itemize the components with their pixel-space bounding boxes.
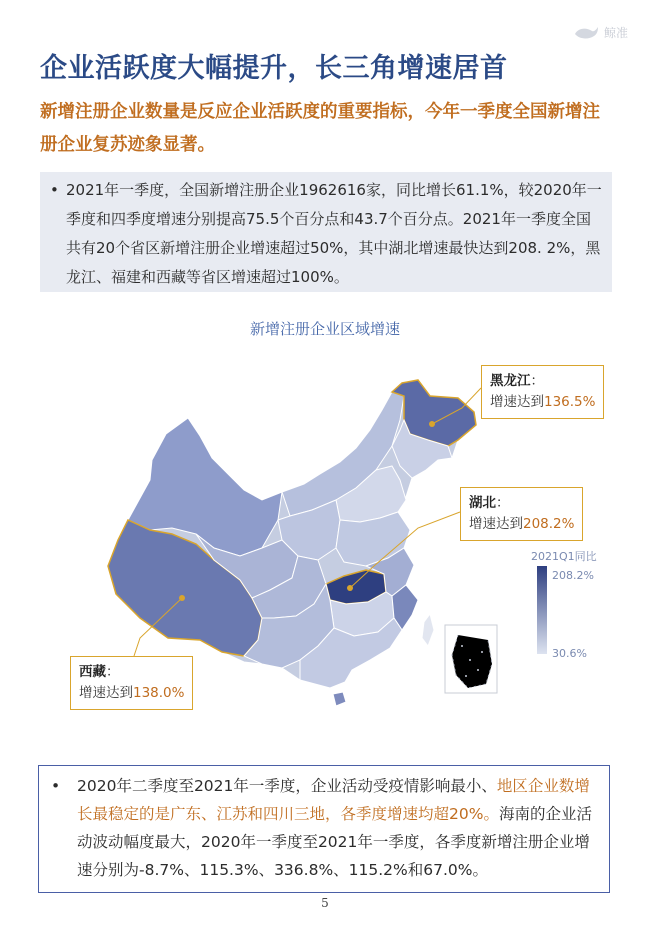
bullet-mark: • bbox=[50, 181, 59, 199]
callout-separator: ： bbox=[530, 373, 544, 389]
callout-tibet bbox=[70, 656, 193, 710]
detail-highlight: 地区企业数增长最稳定的是广东、江苏和四川三地，各季度增速均超20%。 bbox=[77, 777, 590, 823]
map-title: 新增注册企业区域增速 bbox=[249, 320, 400, 338]
callout-prefix: 增速达到 bbox=[490, 394, 544, 410]
bullet-mark: • bbox=[51, 777, 61, 795]
page-subtitle: 新增注册企业数量是反应企业活跃度的重要指标，今年一季度全国新增注册企业复苏迹象显著。 bbox=[40, 102, 600, 155]
logo-text: 鲸准 bbox=[603, 26, 628, 40]
legend-max-label: 208.2% bbox=[552, 569, 594, 582]
legend-gradient bbox=[537, 566, 547, 654]
callout-region-name: 黑龙江 bbox=[490, 373, 531, 389]
callout-separator: ： bbox=[106, 664, 120, 680]
callout-hubei bbox=[460, 487, 583, 541]
callout-value: 208.2% bbox=[523, 516, 575, 532]
south-sea-inset bbox=[445, 625, 497, 693]
region-hainan bbox=[333, 692, 346, 706]
callout-region-name: 西藏 bbox=[79, 664, 106, 680]
detail-box bbox=[38, 765, 610, 893]
callout-prefix: 增速达到 bbox=[469, 516, 523, 532]
legend-min-label: 30.6% bbox=[552, 647, 587, 660]
detail-text-part1: 2020年二季度至2021年一季度，企业活动受疫情影响最小、 bbox=[77, 777, 497, 795]
callout-prefix: 增速达到 bbox=[79, 685, 133, 701]
callout-value: 138.0% bbox=[133, 685, 185, 701]
region-taiwan bbox=[422, 614, 434, 646]
callout-heilongjiang bbox=[481, 365, 604, 419]
detail-text-part2: 海南的企业活动波动幅度最大，2020年一季度至2021年一季度，各季度新增注册企业增速分别为-8.7%、115.3%、336.8%、115.2%和67.0%。 bbox=[77, 805, 592, 879]
page-title: 企业活跃度大幅提升，长三角增速居首 bbox=[40, 53, 508, 84]
callout-separator: ： bbox=[496, 495, 510, 511]
callout-region-name: 湖北 bbox=[469, 495, 496, 511]
page-number: 5 bbox=[321, 896, 329, 910]
legend-title: 2021Q1同比 bbox=[531, 550, 597, 563]
summary-text: 2021年一季度，全国新增注册企业1962616家，同比增长61.1%，较2020年一季度和四季度增速分别提高75.5个百分点和43.7个百分点。2021年一季度全国共有20个省区新增注册企业增速超过50%，其中湖北增速最快达到208. 2%，黑龙江、福建和西藏等省区增速超过100%。 bbox=[66, 181, 602, 286]
callout-value: 136.5% bbox=[544, 394, 596, 410]
